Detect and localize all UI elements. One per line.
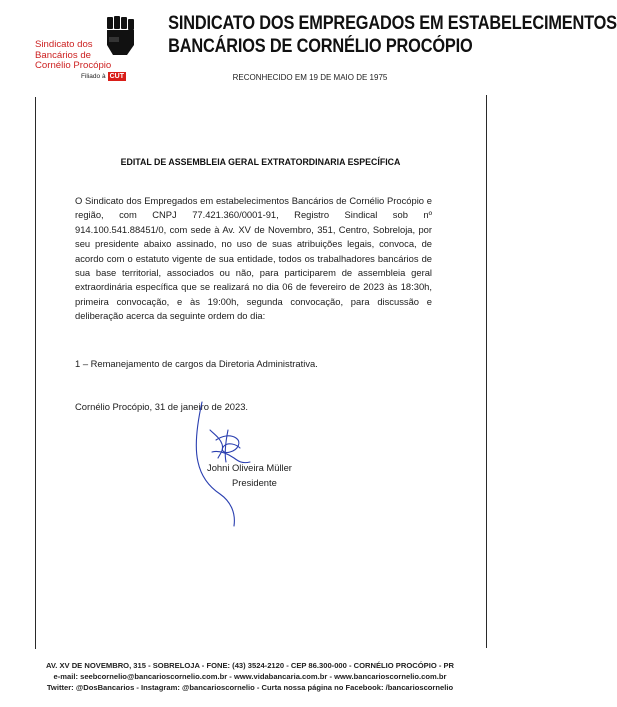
footer-contacts: e-mail: seebcornelio@bancarioscornelio.com.br - www.vidabancaria.com.br - www.bancarioscornelio.com.br: [53, 672, 447, 681]
logo-wordmark: [35, 40, 111, 72]
agenda-item: 1 – Remanejamento de cargos da Diretoria Administrativa.: [75, 358, 318, 369]
place-date: Cornélio Procópio, 31 de janeiro de 2023.: [75, 401, 249, 412]
affiliation-badge: [81, 72, 126, 81]
footer-address: AV. XV DE NOVEMBRO, 315 - SOBRELOJA - FONE: (43) 3524-2120 - CEP 86.300-000 - CORNÉLIO PROCÓPIO - PR: [45, 661, 455, 670]
logo-line: Sindicato dos: [35, 39, 93, 50]
signer-role: Presidente: [232, 477, 277, 488]
cut-logo: CUT: [109, 73, 124, 80]
footer-social: Twitter: @DosBancarios - Instagram: @bancarioscornelio - Curta nossa página no Facebook: /bancarioscornelio: [46, 683, 454, 692]
affiliation-label: Filiado à: [81, 73, 106, 80]
logo-line: Bancários de: [35, 49, 91, 61]
document-body: O Sindicato dos Empregados em estabelecimentos Bancários de Cornélio Procópio e região, com CNPJ 77.421.360/0001-91, Registro Sindical sob nº 914.100.541.88451/0, com sede à Av. XV de Novembro, 351, Centro, Sobreloja, por seu presidente abaixo assinado, no uso de suas atribuições legais, convoca, de acordo com o estatuto vigente de sua entidade, todos os trabalhadores bancários de sua base territorial, associados ou não, para participarem de assembleia geral extraordinária específica que se realizará no dia 06 de fevereiro de 2023 às 18:30h, primeira convocação, e às 19:00h, segunda convocação, para discussão e deliberação acerca da seguinte ordem do dia:: [75, 195, 432, 322]
letterhead-title-line2: BANCÁRIOS DE CORNÉLIO PROCÓPIO: [168, 36, 473, 57]
document-title: EDITAL DE ASSEMBLEIA GERAL EXTRATORDINARIA ESPECÍFICA: [120, 157, 401, 167]
letterhead-recognition: RECONHECIDO EM 19 DE MAIO DE 1975: [232, 73, 388, 82]
union-logo: [27, 14, 135, 86]
right-border-line: [486, 95, 487, 648]
signer-name: Johni Oliveira Müller: [207, 462, 292, 473]
letterhead-title-line1: SINDICATO DOS EMPREGADOS EM ESTABELECIMENTOS: [168, 13, 617, 34]
logo-line: Cornélio Procópio: [35, 60, 112, 71]
left-border-line: [35, 97, 36, 649]
